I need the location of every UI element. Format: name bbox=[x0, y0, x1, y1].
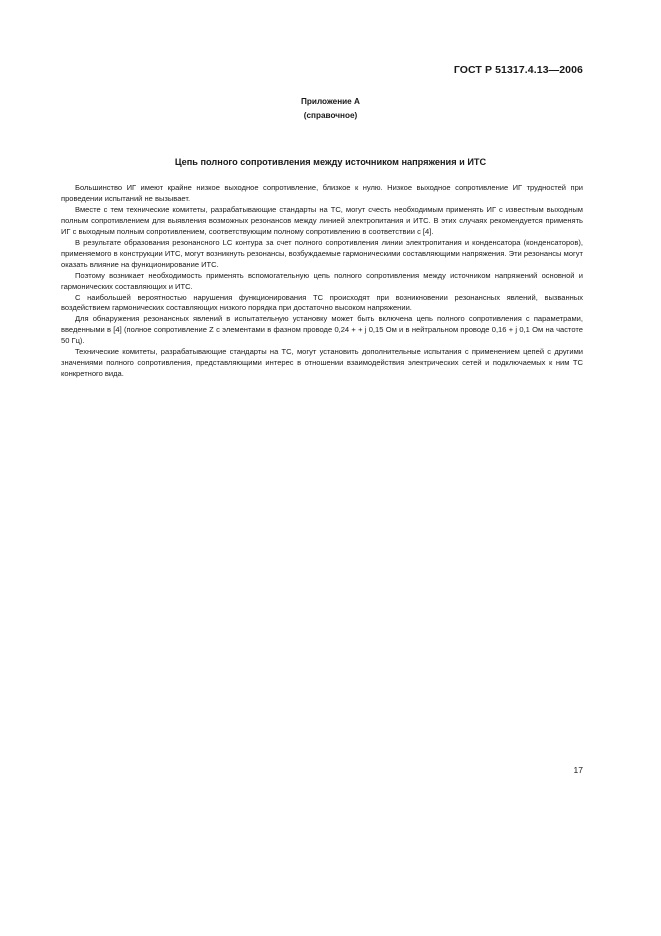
appendix-type: (справочное) bbox=[303, 111, 358, 120]
page-number: 17 bbox=[573, 765, 583, 775]
appendix-label: Приложение А bbox=[301, 97, 360, 106]
document-code: ГОСТ Р 51317.4.13—2006 bbox=[453, 64, 583, 76]
paragraph: В результате образования резонансного LC контура за счет полного сопротивления линии электропитания и конденсатора (конденсаторов), применяемого в конструкции ИТС, могут возникнуть резонансы, возбуждаемые гармоническими составляющими напряжения. Эти резонансы могут оказать влияние на функционирование ИТС. bbox=[61, 237, 583, 269]
paragraph: Для обнаружения резонансных явлений в испытательную установку может быть включена цепь полного сопротивления с параметрами, введенными в [4] (полное сопротивление Z с элементами в фазном проводе 0,24 + + j 0,15 Ом и в нейтральном проводе 0,16 + j 0,1 Ом на частоте 50 Гц). bbox=[61, 314, 583, 346]
appendix-heading bbox=[0, 95, 661, 123]
paragraph: С наибольшей вероятностью нарушения функционирования ТС происходят при возникновении резонансных явлений, вызванных воздействием гармонических составляющих низкого порядка при достаточно высоком напряжении. bbox=[61, 292, 583, 313]
paragraph: Поэтому возникает необходимость применять вспомогательную цепь полного сопротивления между источником напряжений основной и гармонических составляющих и ИТС. bbox=[61, 270, 583, 291]
paragraph: Вместе с тем технические комитеты, разрабатывающие стандарты на ТС, могут счесть необходимым применять ИГ с известным выходным полным сопротивлением для выявления возможных резонансов между линией электропитания и ИТС. В этих случаях рекомендуется применять ИГ с выходным полным сопротивлением, соответствующим полному сопротивлению в соответствии с [4]. bbox=[61, 204, 583, 236]
paragraph: Большинство ИГ имеют крайне низкое выходное сопротивление, близкое к нулю. Низкое выходное сопротивление ИГ трудностей при проведении испытаний не вызывает. bbox=[61, 183, 583, 203]
body-text bbox=[61, 183, 583, 380]
paragraph: Технические комитеты, разрабатывающие стандарты на ТС, могут установить дополнительные испытания с применением цепей с другими значениями полного сопротивления, представляющими интерес в отношении взаимодействия электрических сетей и подключаемых к ним ТС конкретного вида. bbox=[61, 347, 583, 379]
section-title: Цепь полного сопротивления между источником напряжения и ИТС bbox=[174, 157, 487, 167]
